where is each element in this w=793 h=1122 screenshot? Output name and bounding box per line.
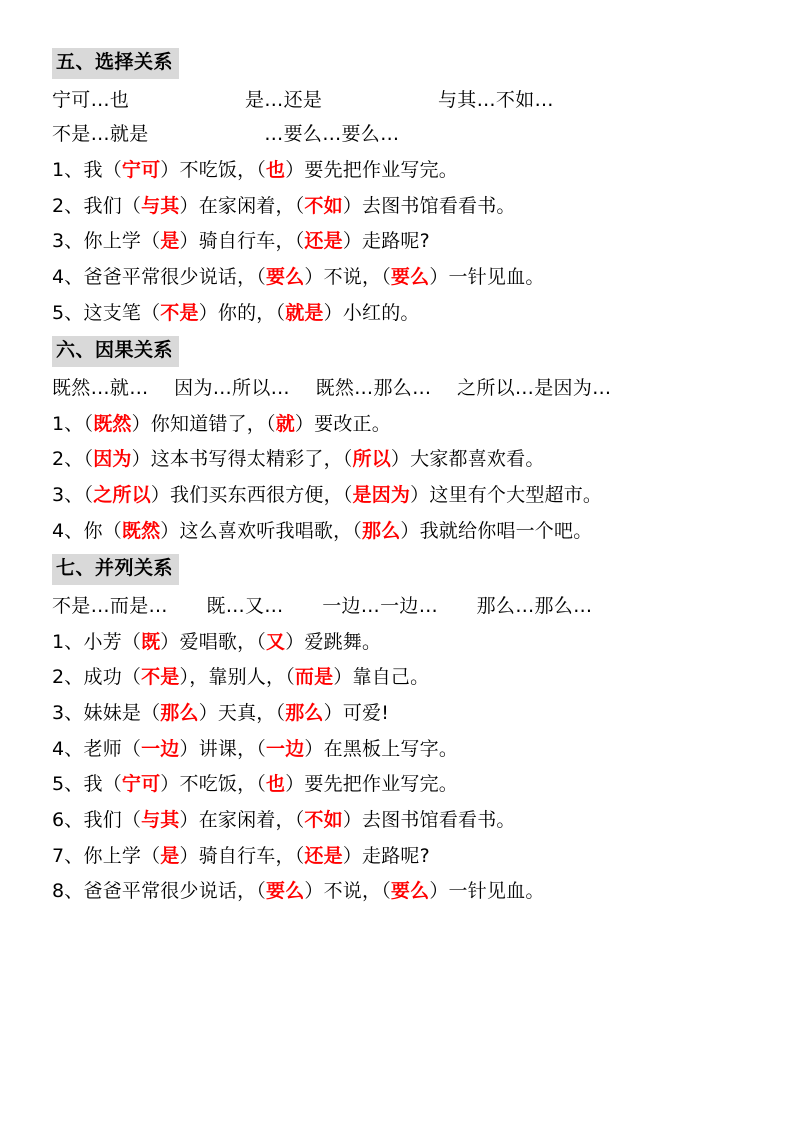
answer-blank: 要么 <box>390 880 430 903</box>
example-sentence: 2、我们（与其）在家闲着，（不如）去图书馆看看书。 <box>52 194 516 217</box>
section-heading: 六、因果关系 <box>52 336 179 367</box>
answer-blank: 要么 <box>390 266 430 289</box>
example-sentence: 5、我（宁可）不吃饭，（也）要先把作业写完。 <box>52 773 459 796</box>
example-sentence: 2、（因为）这本书写得太精彩了，（所以）大家都喜欢看。 <box>52 448 545 471</box>
answer-blank: 既然 <box>121 519 161 542</box>
pattern-text: 不是…就是 …要么…要么… <box>52 123 400 146</box>
answer-blank: 一边 <box>141 737 180 760</box>
answer-blank: 宁可 <box>121 773 161 796</box>
example-sentence: 4、你（既然）这么喜欢听我唱歌，（那么）我就给你唱一个吧。 <box>52 519 593 542</box>
answer-blank: 不是 <box>160 301 199 324</box>
example-sentence: 6、我们（与其）在家闲着，（不如）去图书馆看看书。 <box>52 809 516 832</box>
section-six <box>52 336 741 547</box>
pattern-text: 既然…就… 因为…所以… 既然…那么… 之所以…是因为… <box>52 376 612 399</box>
answer-blank: 要么 <box>266 266 305 289</box>
answer-blank: 一边 <box>266 737 305 760</box>
example-sentence: 1、我（宁可）不吃饭，（也）要先把作业写完。 <box>52 159 459 182</box>
answer-blank: 那么 <box>285 702 324 725</box>
answer-blank: 就 <box>275 412 295 435</box>
answer-blank: 所以 <box>352 448 391 471</box>
pattern-row <box>52 373 741 404</box>
pattern-text: 宁可…也 是…还是 与其…不如… <box>52 88 554 111</box>
answer-blank: 不是 <box>141 666 180 689</box>
answer-blank: 与其 <box>141 194 180 217</box>
answer-blank: 就是 <box>285 301 324 324</box>
answer-blank: 还是 <box>304 844 343 867</box>
answer-blank: 也 <box>266 773 286 796</box>
pattern-row <box>52 591 741 622</box>
answer-blank: 既然 <box>93 412 132 435</box>
example-sentence: 3、（之所以）我们买东西很方便，（是因为）这里有个大型超市。 <box>52 484 603 507</box>
example-sentence: 3、妹妹是（那么）天真，（那么）可爱! <box>52 702 390 725</box>
answer-blank: 宁可 <box>121 159 161 182</box>
answer-blank: 那么 <box>362 519 401 542</box>
section-heading: 五、选择关系 <box>52 48 179 79</box>
answer-blank: 之所以 <box>93 484 151 507</box>
example-sentence: 4、老师（一边）讲课，（一边）在黑板上写字。 <box>52 737 459 760</box>
example-sentence: 2、成功（不是），靠别人，（而是）靠自己。 <box>52 666 430 689</box>
answer-blank: 要么 <box>266 880 305 903</box>
example-sentence: 7、你上学（是）骑自行车，（还是）走路呢? <box>52 844 430 867</box>
pattern-text: 不是…而是… 既…又… 一边…一边… 那么…那么… <box>52 594 593 617</box>
pattern-row <box>52 85 741 116</box>
answer-blank: 而是 <box>294 666 334 689</box>
example-sentence: 5、这支笔（不是）你的，（就是）小红的。 <box>52 301 420 324</box>
example-sentence: 4、爸爸平常很少说话，（要么）不说，（要么）一针见血。 <box>52 266 545 289</box>
answer-blank: 既 <box>141 630 161 653</box>
example-sentence: 3、你上学（是）骑自行车，（还是）走路呢? <box>52 230 430 253</box>
answer-blank: 是 <box>160 844 180 867</box>
answer-blank: 是 <box>160 230 180 253</box>
answer-blank: 不如 <box>304 809 343 832</box>
pattern-row <box>52 119 741 150</box>
answer-blank: 又 <box>266 630 286 653</box>
answer-blank: 那么 <box>160 702 199 725</box>
section-five <box>52 48 741 329</box>
example-sentence: 1、（既然）你知道错了，（就）要改正。 <box>52 412 391 435</box>
section-seven <box>52 554 741 908</box>
answer-blank: 是因为 <box>352 484 411 507</box>
example-sentence: 1、小芳（既）爱唱歌，（又）爱跳舞。 <box>52 630 382 653</box>
example-sentence: 8、爸爸平常很少说话，（要么）不说，（要么）一针见血。 <box>52 880 545 903</box>
answer-blank: 还是 <box>304 230 343 253</box>
answer-blank: 与其 <box>141 809 180 832</box>
section-heading: 七、并列关系 <box>52 554 179 585</box>
answer-blank: 因为 <box>93 448 132 471</box>
answer-blank: 也 <box>266 159 286 182</box>
answer-blank: 不如 <box>304 194 343 217</box>
